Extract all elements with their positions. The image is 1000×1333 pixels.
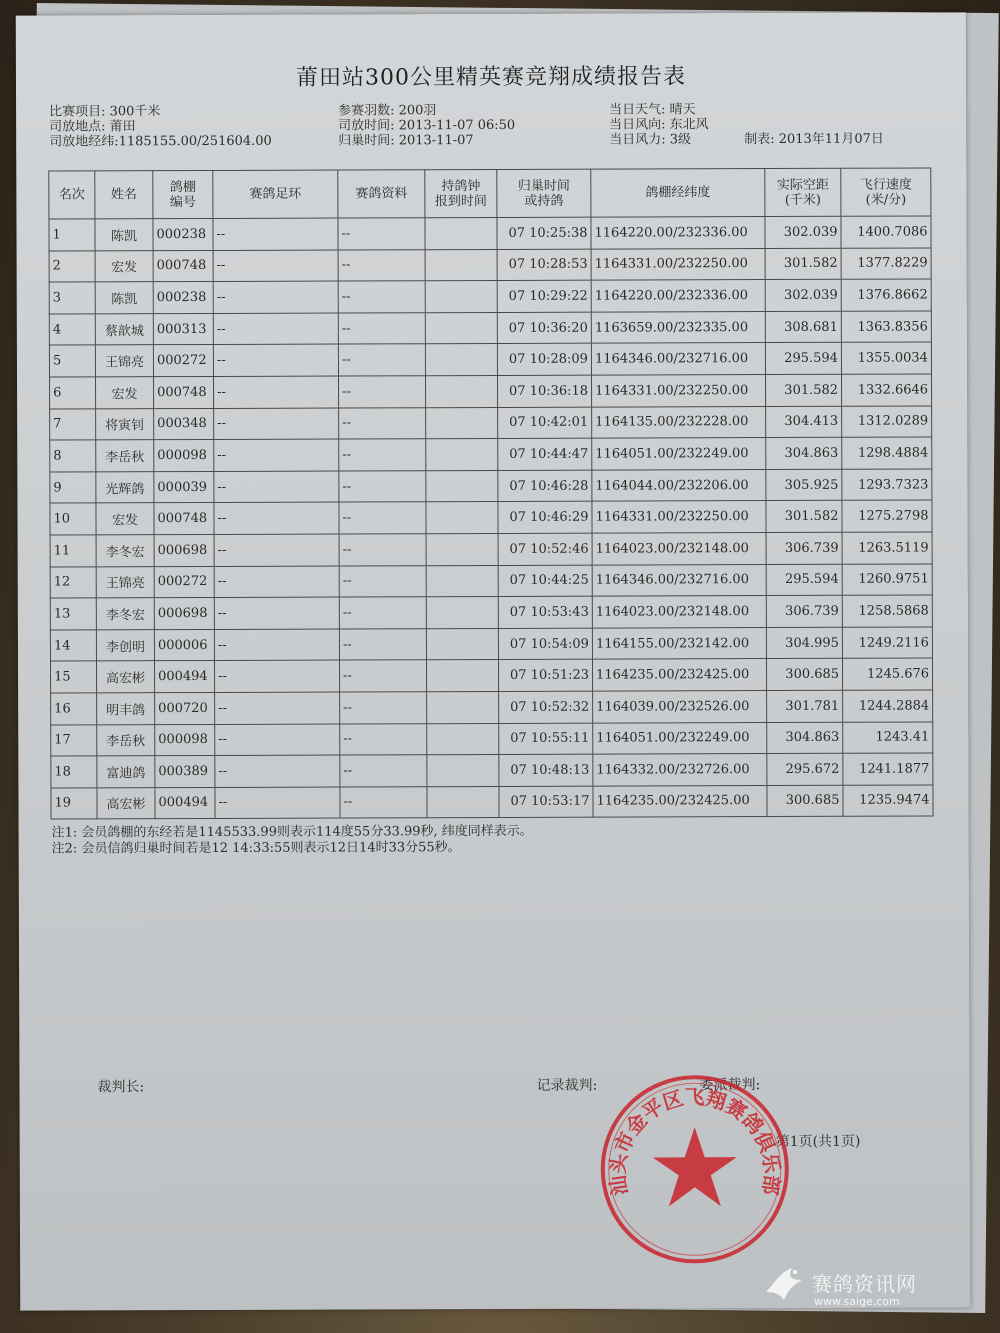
results-body bbox=[49, 216, 933, 819]
speed-cell: 1249.2116 bbox=[842, 627, 932, 659]
distance-cell: 308.681 bbox=[765, 311, 841, 343]
distance-cell: 300.685 bbox=[767, 785, 843, 817]
meta-release-time: 司放时间: 2013-11-07 06:50 bbox=[338, 117, 516, 134]
distance-cell: 301.781 bbox=[767, 690, 843, 722]
name-cell: 蔡歆城 bbox=[95, 313, 153, 345]
meta-wind-force: 当日风力: 3级 bbox=[609, 132, 692, 148]
info-cell: -- bbox=[339, 439, 426, 471]
loft-no-cell: 000698 bbox=[154, 598, 214, 630]
loft-no-cell: 000272 bbox=[153, 345, 213, 377]
info-cell: -- bbox=[338, 281, 425, 313]
ring-cell: -- bbox=[214, 534, 339, 566]
clock-cell bbox=[425, 344, 497, 376]
rank-cell: 10 bbox=[50, 503, 96, 535]
ring-cell: -- bbox=[214, 629, 339, 661]
header-name: 姓名 bbox=[95, 171, 153, 219]
meta-coords: 司放地经纬:1185155.00/251604.00 bbox=[49, 133, 272, 150]
header-loft-no: 鸽棚 编号 bbox=[153, 170, 213, 218]
ring-cell: -- bbox=[214, 408, 339, 440]
distance-cell: 304.863 bbox=[767, 722, 843, 754]
speed-cell: 1298.4884 bbox=[842, 437, 932, 469]
meta-event: 比赛项目: 300千米 bbox=[49, 104, 161, 120]
loft-coords-cell: 1164220.00/232336.00 bbox=[591, 217, 765, 249]
ring-cell: -- bbox=[213, 281, 338, 313]
name-cell: 富迪鸽 bbox=[97, 756, 155, 788]
clock-cell bbox=[426, 565, 498, 597]
ring-cell: -- bbox=[215, 692, 340, 724]
arrival-cell: 07 10:25:38 bbox=[497, 217, 591, 249]
table-row bbox=[50, 627, 932, 662]
rank-cell: 6 bbox=[50, 377, 96, 409]
table-row bbox=[49, 248, 931, 283]
speed-cell: 1275.2798 bbox=[842, 500, 932, 532]
distance-cell: 306.739 bbox=[766, 532, 842, 564]
meta-weather: 当日天气: 晴天 bbox=[609, 102, 696, 118]
loft-coords-cell: 1164135.00/232228.00 bbox=[592, 406, 766, 438]
ring-cell: -- bbox=[215, 724, 340, 756]
speed-cell: 1243.41 bbox=[843, 721, 933, 753]
info-cell: -- bbox=[339, 565, 426, 597]
rank-cell: 13 bbox=[50, 598, 96, 630]
meta-return-time: 归巢时间: 2013-11-07 bbox=[338, 133, 474, 149]
meta-location: 司放地点: 莆田 bbox=[49, 119, 136, 135]
info-cell: -- bbox=[340, 786, 427, 818]
report-title: 莆田站300公里精英赛竞翔成绩报告表 bbox=[295, 64, 687, 91]
loft-no-cell: 000389 bbox=[155, 756, 215, 788]
loft-coords-cell: 1164220.00/232336.00 bbox=[591, 280, 765, 312]
arrival-cell: 07 10:36:18 bbox=[498, 375, 592, 407]
name-cell: 高宏彬 bbox=[96, 661, 154, 693]
table-row bbox=[50, 500, 932, 535]
name-cell: 李岳秋 bbox=[96, 440, 154, 472]
rank-cell: 12 bbox=[50, 566, 96, 598]
note-1: 注1: 会员鸽棚的东经若是1145533.99则表示114度55分33.99秒, 纬度同样表示。 bbox=[51, 823, 533, 841]
clock-cell bbox=[427, 723, 499, 755]
name-cell: 王锦亮 bbox=[95, 345, 153, 377]
arrival-cell: 07 10:55:11 bbox=[499, 723, 593, 755]
ring-cell: -- bbox=[214, 566, 339, 598]
meta-wind-direction: 当日风向: 东北风 bbox=[609, 117, 709, 133]
ring-cell: -- bbox=[214, 471, 339, 503]
loft-no-cell: 000238 bbox=[153, 282, 213, 314]
loft-coords-cell: 1164235.00/232425.00 bbox=[592, 659, 766, 691]
rank-cell: 19 bbox=[51, 788, 97, 820]
distance-cell: 295.594 bbox=[766, 564, 842, 596]
arrival-cell: 07 10:29:22 bbox=[497, 280, 591, 312]
ring-cell: -- bbox=[215, 787, 340, 819]
watermark-name: 赛鸽资讯网 bbox=[812, 1272, 917, 1296]
distance-cell: 302.039 bbox=[765, 216, 841, 248]
distance-cell: 304.995 bbox=[766, 627, 842, 659]
info-cell: -- bbox=[338, 313, 425, 345]
arrival-cell: 07 10:44:25 bbox=[498, 565, 592, 597]
loft-coords-cell: 1164039.00/232526.00 bbox=[593, 690, 767, 722]
speed-cell: 1235.9474 bbox=[843, 785, 933, 817]
arrival-cell: 07 10:53:43 bbox=[498, 596, 592, 628]
loft-no-cell: 000494 bbox=[155, 787, 215, 819]
rank-cell: 1 bbox=[49, 219, 95, 251]
distance-cell: 306.739 bbox=[766, 595, 842, 627]
clock-cell bbox=[426, 470, 498, 502]
loft-coords-cell: 1164332.00/232726.00 bbox=[593, 754, 767, 786]
speed-cell: 1312.0289 bbox=[842, 406, 932, 438]
clock-cell bbox=[427, 691, 499, 723]
clock-cell bbox=[427, 786, 499, 818]
clock-cell bbox=[425, 312, 497, 344]
svg-text:汕头市金平区飞翔赛鸽俱乐部: 汕头市金平区飞翔赛鸽俱乐部 bbox=[605, 1084, 785, 1198]
header-loft-coords: 鸽棚经纬度 bbox=[591, 169, 765, 218]
note-2: 注2: 会员信鸽归巢时间若是12 14:33:55则表示12日14时33分55秒。 bbox=[51, 840, 461, 857]
loft-coords-cell: 1164346.00/232716.00 bbox=[592, 564, 766, 596]
name-cell: 宏发 bbox=[96, 503, 154, 535]
distance-cell: 301.582 bbox=[765, 374, 841, 406]
loft-no-cell: 000748 bbox=[154, 376, 214, 408]
clock-cell bbox=[425, 281, 497, 313]
rank-cell: 18 bbox=[51, 756, 97, 788]
record-judge-label: 记录裁判: bbox=[536, 1077, 598, 1094]
loft-coords-cell: 1164235.00/232425.00 bbox=[593, 785, 767, 817]
arrival-cell: 07 10:46:29 bbox=[498, 501, 592, 533]
watermark-url: www.saige.com bbox=[814, 1295, 900, 1308]
loft-no-cell: 000238 bbox=[153, 218, 213, 250]
arrival-cell: 07 10:51:23 bbox=[498, 659, 592, 691]
speed-cell: 1244.2884 bbox=[843, 690, 933, 722]
loft-coords-cell: 1164331.00/232250.00 bbox=[592, 375, 766, 407]
rank-cell: 5 bbox=[49, 345, 95, 377]
info-cell: -- bbox=[339, 470, 426, 502]
arrival-cell: 07 10:48:13 bbox=[499, 754, 593, 786]
info-cell: -- bbox=[339, 407, 426, 439]
loft-no-cell: 000098 bbox=[154, 440, 214, 472]
name-cell: 高宏彬 bbox=[97, 787, 155, 819]
clock-cell bbox=[426, 439, 498, 471]
loft-no-cell: 000748 bbox=[154, 503, 214, 535]
rank-cell: 8 bbox=[50, 440, 96, 472]
rank-cell: 7 bbox=[50, 408, 96, 440]
distance-cell: 295.672 bbox=[767, 753, 843, 785]
arrival-cell: 07 10:52:46 bbox=[498, 533, 592, 565]
info-cell: -- bbox=[340, 692, 427, 724]
table-row bbox=[49, 311, 931, 346]
clock-cell bbox=[426, 407, 498, 439]
loft-no-cell: 000006 bbox=[154, 629, 214, 661]
loft-coords-cell: 1164051.00/232249.00 bbox=[592, 438, 766, 470]
header-arrival-time: 归巢时间 或持鸽 bbox=[497, 169, 591, 217]
table-row bbox=[49, 216, 931, 251]
distance-cell: 305.925 bbox=[766, 469, 842, 501]
header-distance: 实际空距 (千米) bbox=[765, 168, 841, 216]
clock-cell bbox=[426, 660, 498, 692]
info-cell: -- bbox=[338, 249, 425, 281]
speed-cell: 1241.1877 bbox=[843, 753, 933, 785]
name-cell: 李创明 bbox=[96, 629, 154, 661]
name-cell: 明丰鸽 bbox=[97, 693, 155, 725]
ring-cell: -- bbox=[214, 439, 339, 471]
name-cell: 宏发 bbox=[96, 377, 154, 409]
speed-cell: 1376.8662 bbox=[841, 279, 931, 311]
distance-cell: 300.685 bbox=[766, 659, 842, 691]
ring-cell: -- bbox=[213, 344, 338, 376]
speed-cell: 1245.676 bbox=[842, 658, 932, 690]
loft-coords-cell: 1164044.00/232206.00 bbox=[592, 469, 766, 501]
info-cell: -- bbox=[339, 660, 426, 692]
arrival-cell: 07 10:28:53 bbox=[497, 249, 591, 281]
distance-cell: 304.413 bbox=[766, 406, 842, 438]
table-row bbox=[50, 532, 932, 567]
name-cell: 李岳秋 bbox=[97, 724, 155, 756]
name-cell: 陈凯 bbox=[95, 219, 153, 251]
table-row bbox=[51, 753, 933, 788]
rank-cell: 17 bbox=[51, 724, 97, 756]
ring-cell: -- bbox=[215, 755, 340, 787]
ring-cell: -- bbox=[214, 597, 339, 629]
rank-cell: 14 bbox=[50, 630, 96, 662]
rank-cell: 2 bbox=[49, 250, 95, 282]
loft-coords-cell: 1164331.00/232250.00 bbox=[591, 248, 765, 280]
rank-cell: 16 bbox=[51, 693, 97, 725]
arrival-cell: 07 10:28:09 bbox=[497, 344, 591, 376]
loft-no-cell: 000748 bbox=[153, 250, 213, 282]
table-row bbox=[51, 690, 933, 725]
loft-no-cell: 000098 bbox=[155, 724, 215, 756]
delegate-judge-label: 委派裁判: bbox=[699, 1077, 761, 1094]
distance-cell: 301.582 bbox=[766, 501, 842, 533]
rank-cell: 4 bbox=[49, 314, 95, 346]
report-sheet bbox=[16, 12, 971, 1310]
speed-cell: 1258.5868 bbox=[842, 595, 932, 627]
name-cell: 李冬宏 bbox=[96, 598, 154, 630]
rank-cell: 9 bbox=[50, 472, 96, 504]
page-number: 第1页(共1页) bbox=[775, 1133, 861, 1151]
info-cell: -- bbox=[338, 344, 425, 376]
table-row bbox=[51, 721, 933, 756]
club-seal-stamp bbox=[594, 1069, 795, 1270]
loft-no-cell: 000348 bbox=[154, 408, 214, 440]
clock-cell bbox=[426, 533, 498, 565]
loft-coords-cell: 1164023.00/232148.00 bbox=[592, 596, 766, 628]
info-cell: -- bbox=[340, 723, 427, 755]
ring-cell: -- bbox=[214, 502, 339, 534]
header-speed: 飞行速度 (米/分) bbox=[841, 168, 931, 216]
loft-coords-cell: 1164346.00/232716.00 bbox=[591, 343, 765, 375]
rank-cell: 3 bbox=[49, 282, 95, 314]
ring-cell: -- bbox=[213, 218, 338, 250]
name-cell: 光辉鸽 bbox=[96, 471, 154, 503]
distance-cell: 301.582 bbox=[765, 248, 841, 280]
info-cell: -- bbox=[340, 755, 427, 787]
arrival-cell: 07 10:54:09 bbox=[498, 628, 592, 660]
loft-no-cell: 000494 bbox=[154, 661, 214, 693]
rank-cell: 15 bbox=[50, 661, 96, 693]
header-clock-time: 持鸽钟 报到时间 bbox=[425, 169, 497, 217]
header-rank: 名次 bbox=[49, 171, 95, 219]
arrival-cell: 07 10:53:17 bbox=[499, 786, 593, 818]
name-cell: 王锦亮 bbox=[96, 566, 154, 598]
table-row bbox=[50, 595, 932, 630]
table-row bbox=[50, 374, 932, 409]
ring-cell: -- bbox=[213, 313, 338, 345]
table-row bbox=[50, 658, 932, 693]
arrival-cell: 07 10:52:32 bbox=[499, 691, 593, 723]
loft-no-cell: 000698 bbox=[154, 534, 214, 566]
distance-cell: 304.863 bbox=[766, 437, 842, 469]
table-row bbox=[51, 785, 933, 820]
loft-no-cell: 000039 bbox=[154, 471, 214, 503]
loft-coords-cell: 1163659.00/232335.00 bbox=[591, 311, 765, 343]
speed-cell: 1260.9751 bbox=[842, 563, 932, 595]
table-header-row bbox=[49, 168, 931, 219]
loft-coords-cell: 1164331.00/232250.00 bbox=[592, 501, 766, 533]
table-row bbox=[49, 342, 931, 377]
meta-entries: 参赛羽数: 200羽 bbox=[338, 103, 437, 119]
info-cell: -- bbox=[339, 376, 426, 408]
info-cell: -- bbox=[339, 534, 426, 566]
name-cell: 李冬宏 bbox=[96, 535, 154, 567]
results-table bbox=[48, 167, 933, 819]
distance-cell: 302.039 bbox=[765, 279, 841, 311]
distance-cell: 295.594 bbox=[765, 343, 841, 375]
arrival-cell: 07 10:42:01 bbox=[498, 407, 592, 439]
loft-coords-cell: 1164155.00/232142.00 bbox=[592, 627, 766, 659]
clock-cell bbox=[426, 502, 498, 534]
clock-cell bbox=[427, 755, 499, 787]
info-cell: -- bbox=[339, 502, 426, 534]
arrival-cell: 07 10:46:28 bbox=[498, 470, 592, 502]
clock-cell bbox=[425, 217, 497, 249]
ring-cell: -- bbox=[213, 250, 338, 282]
loft-no-cell: 000313 bbox=[153, 313, 213, 345]
speed-cell: 1355.0034 bbox=[841, 342, 931, 374]
header-info: 赛鸽资料 bbox=[338, 170, 425, 218]
header-ring: 赛鸽足环 bbox=[213, 170, 338, 218]
table-row bbox=[50, 563, 932, 598]
loft-coords-cell: 1164023.00/232148.00 bbox=[592, 532, 766, 564]
loft-no-cell: 000720 bbox=[155, 692, 215, 724]
clock-cell bbox=[426, 375, 498, 407]
loft-coords-cell: 1164051.00/232249.00 bbox=[593, 722, 767, 754]
clock-cell bbox=[426, 628, 498, 660]
name-cell: 宏发 bbox=[95, 250, 153, 282]
rank-cell: 11 bbox=[50, 535, 96, 567]
speed-cell: 1263.5119 bbox=[842, 532, 932, 564]
speed-cell: 1293.7323 bbox=[842, 469, 932, 501]
arrival-cell: 07 10:36:20 bbox=[497, 312, 591, 344]
loft-no-cell: 000272 bbox=[154, 566, 214, 598]
ring-cell: -- bbox=[214, 376, 339, 408]
meta-prepared-date: 制表: 2013年11月07日 bbox=[744, 131, 884, 148]
arrival-cell: 07 10:44:47 bbox=[498, 438, 592, 470]
clock-cell bbox=[426, 597, 498, 629]
table-row bbox=[50, 437, 932, 472]
clock-cell bbox=[425, 249, 497, 281]
speed-cell: 1400.7086 bbox=[841, 216, 931, 248]
watermark bbox=[766, 1268, 917, 1308]
info-cell: -- bbox=[339, 628, 426, 660]
info-cell: -- bbox=[338, 218, 425, 250]
chief-judge-label: 裁判长: bbox=[97, 1079, 145, 1096]
info-cell: -- bbox=[339, 597, 426, 629]
speed-cell: 1363.8356 bbox=[841, 311, 931, 343]
ring-cell: -- bbox=[214, 660, 339, 692]
table-row bbox=[50, 469, 932, 504]
table-row bbox=[49, 279, 931, 314]
speed-cell: 1332.6646 bbox=[841, 374, 931, 406]
speed-cell: 1377.8229 bbox=[841, 248, 931, 280]
name-cell: 将寅钊 bbox=[96, 408, 154, 440]
table-row bbox=[50, 406, 932, 441]
name-cell: 陈凯 bbox=[95, 282, 153, 314]
